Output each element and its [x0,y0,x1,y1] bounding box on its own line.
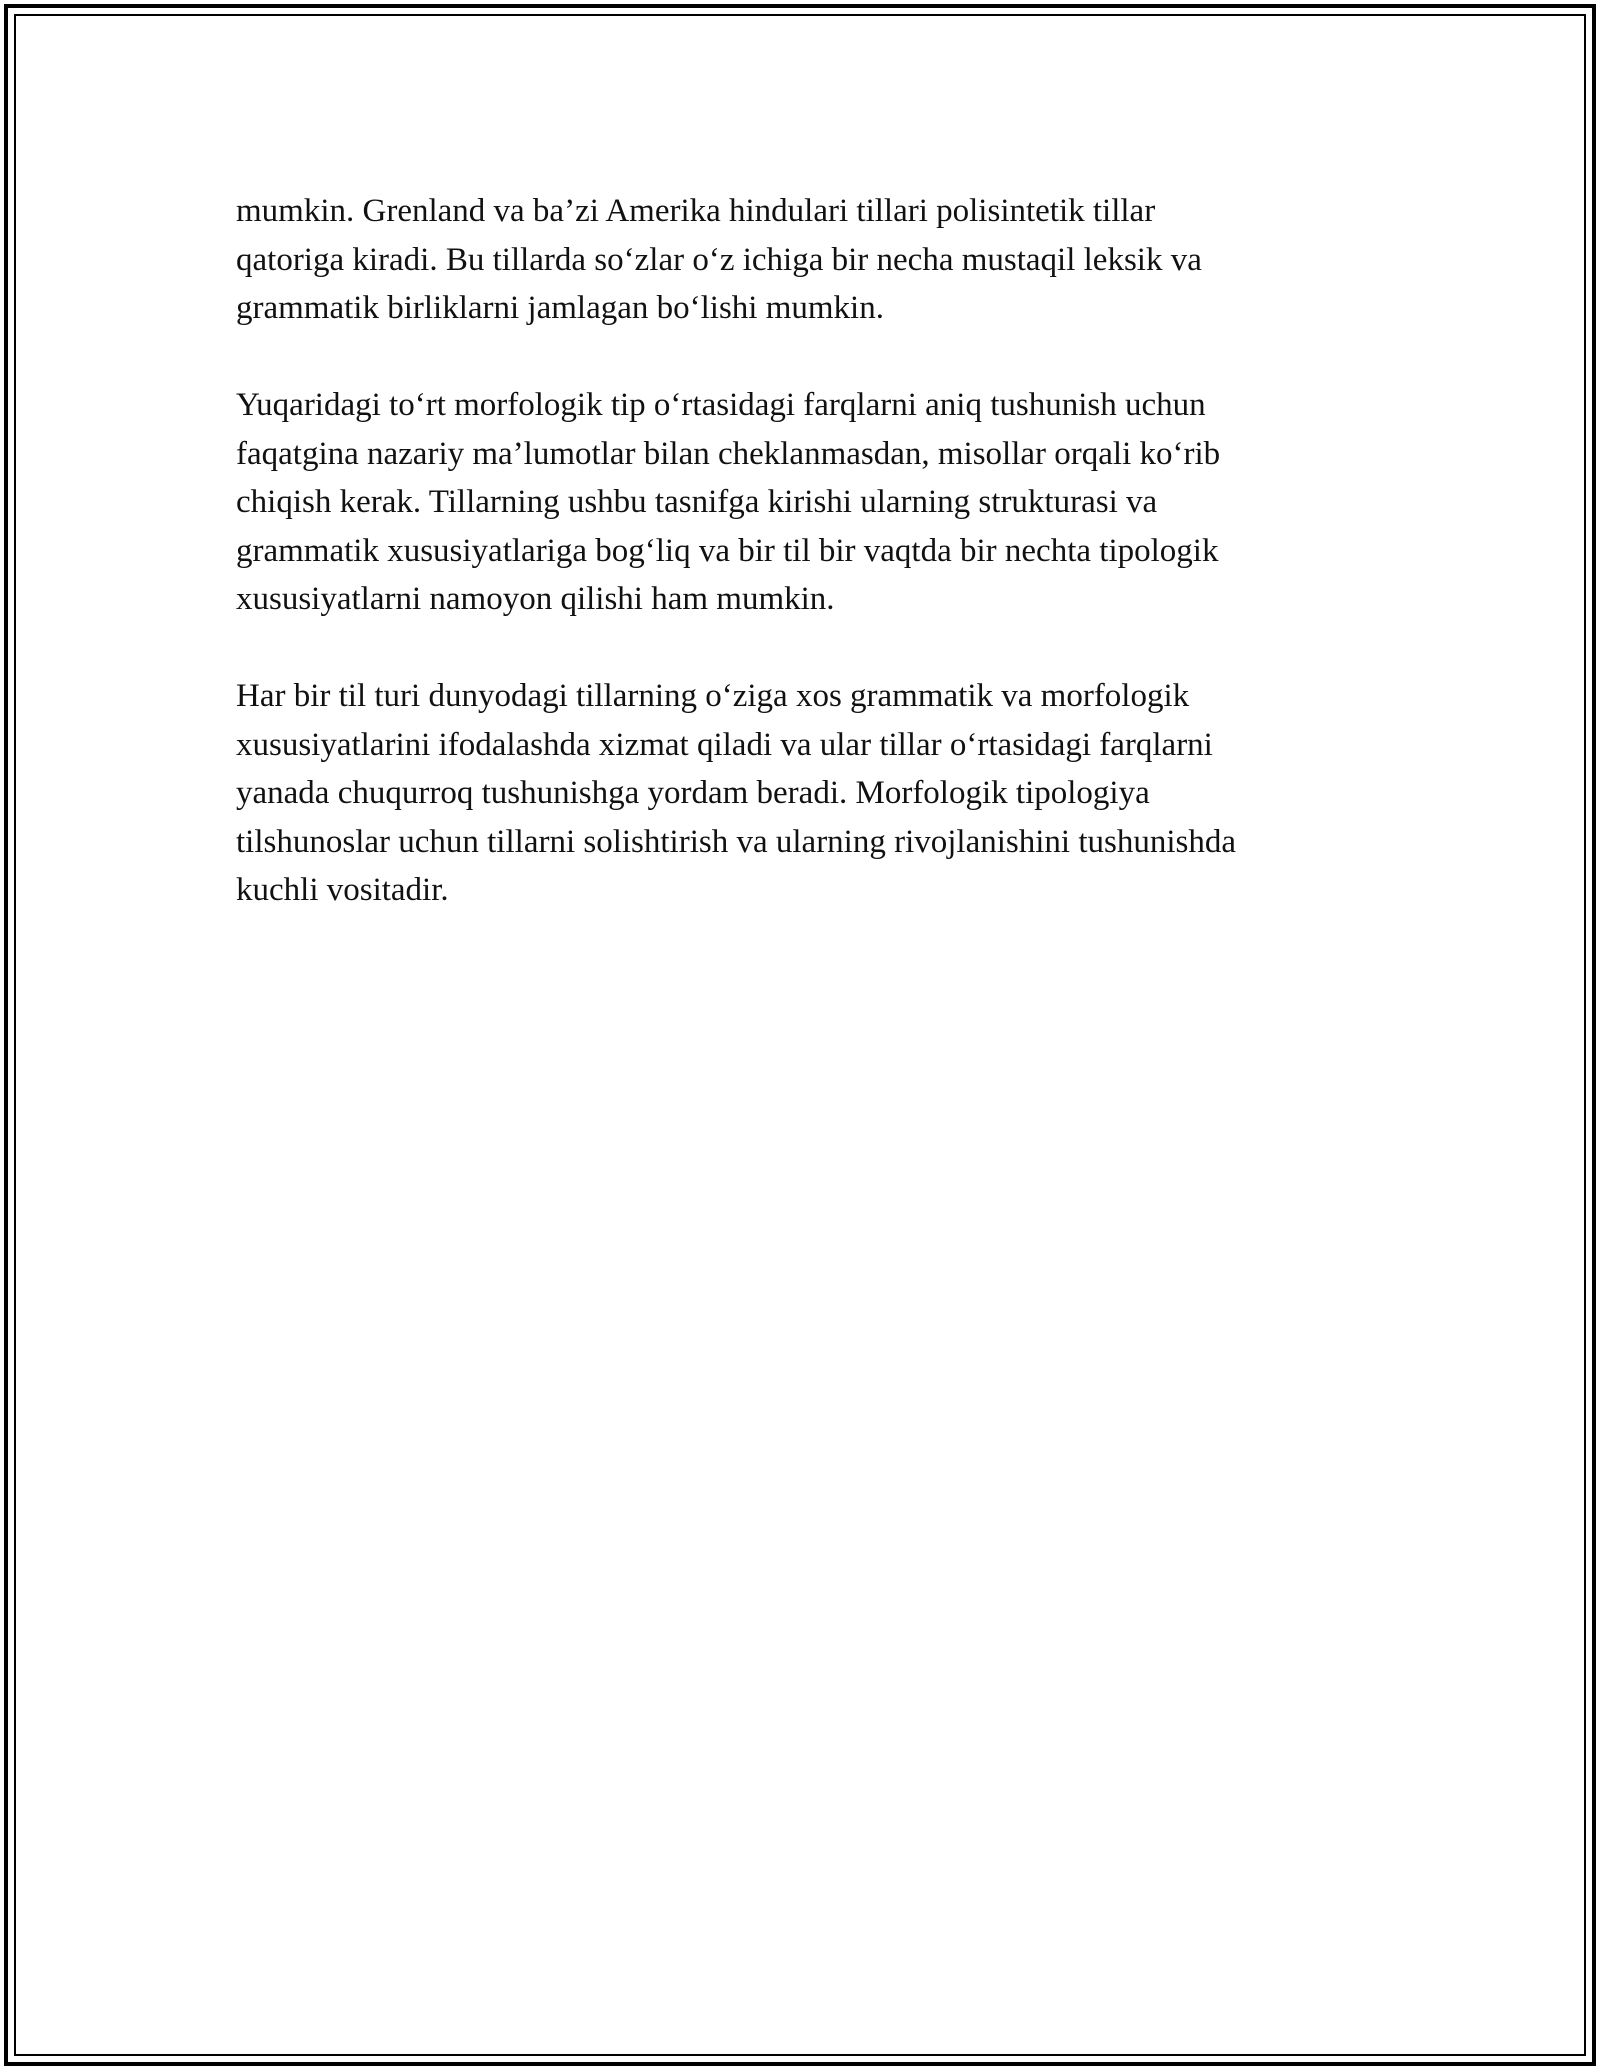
paragraph-2 [236,381,1366,624]
text-line: kuchli vositadir. [236,872,449,908]
text-line: Har bir til turi dunyodagi tillarning o‘ziga xos grammatik va morfologik [236,678,1190,714]
text-line: xususiyatlarni namoyon qilishi ham mumkin. [236,581,835,617]
text-line: tilshunoslar uchun tillarni solishtirish va ularning rivojlanishini tushunishda [236,823,1237,860]
text-line: grammatik xususiyatlariga bog‘liq va bir til bir vaqtda bir nechta tipologik [236,532,1219,569]
paragraph-3 [236,672,1366,915]
text-line: yanada chuqurroq tushunishga yordam beradi. Morfologik tipologiya [236,775,1150,811]
text-line: chiqish kerak. Tillarning ushbu tasnifga kirishi ularning strukturasi va [236,484,1158,520]
text-line: Yuqaridagi to‘rt morfologik tip o‘rtasidagi farqlarni aniq tushunish uchun [236,387,1206,423]
text-line: xususiyatlarini ifodalashda xizmat qiladi va ular tillar o‘rtasidagi farqlarni [236,726,1213,763]
text-line: mumkin. Grenland va ba’zi Amerika hindulari tillari polisintetik tillar [236,193,1156,229]
text-line: faqatgina nazariy ma’lumotlar bilan cheklanmasdan, misollar orqali ko‘rib [236,435,1221,472]
text-line: qatoriga kiradi. Bu tillarda so‘zlar o‘z ichiga bir necha mustaqil leksik va [236,241,1202,278]
paragraph-1 [236,187,1366,333]
text-line: grammatik birliklarni jamlagan bo‘lishi mumkin. [236,290,884,326]
page-content [236,187,1366,963]
